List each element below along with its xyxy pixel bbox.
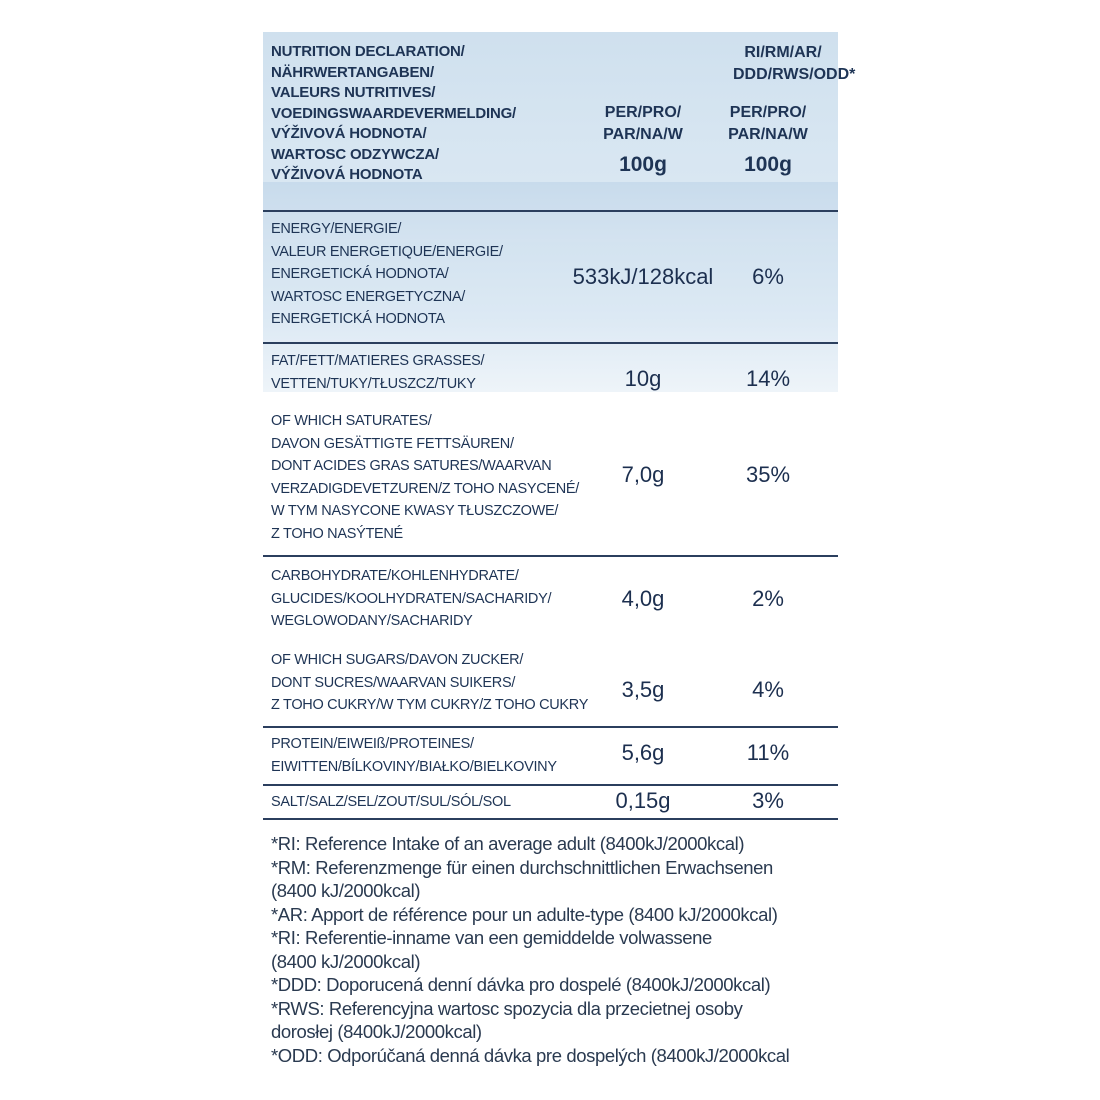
footnote-line: *RI: Reference Intake of an average adult (8400kJ/2000kcal) [271, 833, 745, 854]
nutrition-label [263, 32, 856, 1072]
divider [263, 726, 838, 728]
footnote-line: *ODD: Odporúčaná denná dávka pre dospelých (8400kJ/2000kcal [271, 1044, 790, 1066]
fat-per-100: 10g [624, 366, 662, 391]
ri-column-title [733, 42, 856, 86]
fat-label [271, 350, 484, 395]
label-line: Z TOHO NASÝTENÉ [271, 525, 403, 542]
per-line: PER/PRO/ [604, 104, 682, 121]
sugars-per-100: 3,5g [621, 677, 665, 702]
title-line: VÝŽIVOVÁ HODNOTA/ [271, 125, 427, 142]
label-line: WEGLOWODANY/SACHARIDY [271, 613, 473, 629]
label-line: Z TOHO CUKRY/W TYM CUKRY/Z TOHO CUKRY [271, 697, 589, 713]
sugars-label [271, 649, 588, 717]
salt-ri: 3% [752, 788, 784, 813]
label-line: DONT ACIDES GRAS SATURES/WAARVAN [271, 458, 552, 474]
footnote-line: *RM: Referenzmenge für einen durchschnittlichen Erwachsenen [271, 856, 773, 878]
divider [263, 818, 838, 820]
title-line: NÄHRWERTANGABEN/ [271, 63, 434, 81]
protein-ri: 11% [746, 740, 790, 765]
ri-per-line: PAR/NA/W [728, 126, 808, 143]
declaration-title [271, 42, 601, 186]
footnote-line: *RI: Referentie-inname van een gemiddelde volwassene [271, 927, 712, 948]
label-line: W TYM NASYCONE KWASY TŁUSZCZOWE/ [271, 503, 559, 519]
footnote-line: *DDD: Doporucená denní dávka pro dospelé (8400kJ/2000kcal) [271, 974, 771, 995]
label-line: ENERGY/ENERGIE/ [271, 221, 402, 237]
footnote-line: *RWS: Referencyjna wartosc spozycia dla przecietnej osoby [271, 997, 743, 1019]
divider [263, 210, 838, 212]
footnote-line: dorosłej (8400kJ/2000kcal) [271, 1021, 482, 1042]
footnotes [271, 832, 841, 1067]
label-line: PROTEIN/EIWEIß/PROTEINES/ [271, 736, 474, 752]
label-line: OF WHICH SATURATES/ [271, 413, 432, 429]
title-line: WARTOSC ODZYWCZA/ [271, 145, 439, 163]
footnote-line: (8400 kJ/2000kcal) [271, 880, 421, 901]
protein-per-100: 5,6g [621, 740, 665, 765]
footnote-line: (8400 kJ/2000kcal) [271, 950, 421, 972]
label-line: GLUCIDES/KOOLHYDRATEN/SACHARIDY/ [271, 590, 552, 607]
divider [263, 342, 838, 344]
title-line: VÝŽIVOVÁ HODNOTA [271, 166, 423, 183]
title-line: VOEDINGSWAARDEVERMELDING/ [271, 104, 517, 122]
energy-label [271, 218, 503, 331]
ri-column-header [718, 102, 818, 176]
ri-title-line: DDD/RWS/ODD* [733, 66, 856, 83]
sugars-ri: 4% [752, 677, 784, 702]
label-line: VETTEN/TUKY/TŁUSZCZ/TUKY [271, 375, 476, 392]
salt-label: SALT/SALZ/SEL/ZOUT/SUL/SÓL/SOL [271, 794, 511, 810]
divider [263, 784, 838, 786]
label-line: OF WHICH SUGARS/DAVON ZUCKER/ [271, 652, 524, 668]
label-line: FAT/FETT/MATIERES GRASSES/ [271, 353, 485, 369]
divider [263, 555, 838, 557]
saturates-ri: 35% [745, 462, 791, 487]
title-line: NUTRITION DECLARATION/ [271, 43, 465, 60]
label-line: DAVON GESÄTTIGTE FETTSÄUREN/ [271, 435, 514, 452]
label-line: EIWITTEN/BÍLKOVINY/BIAŁKO/BIELKOVINY [271, 758, 557, 775]
label-line: ENERGETICKÁ HODNOTA [271, 311, 445, 327]
carbohydrate-label [271, 565, 551, 633]
label-line: WARTOSC ENERGETYCZNA/ [271, 288, 466, 305]
saturates-per-100: 7,0g [621, 462, 665, 487]
carbohydrate-per-100: 4,0g [621, 586, 665, 611]
salt-per-100: 0,15g [615, 788, 671, 813]
saturates-label [271, 410, 579, 545]
label-line: DONT SUCRES/WAARVAN SUIKERS/ [271, 674, 516, 691]
label-line: ENERGETICKÁ HODNOTA/ [271, 266, 449, 282]
energy-per-100: 533kJ/128kcal [572, 264, 714, 289]
protein-label [271, 733, 557, 778]
carbohydrate-ri: 2% [752, 586, 784, 611]
per-100-column-header [593, 102, 693, 176]
ri-title-line: RI/RM/AR/ [744, 44, 822, 61]
ri-per-line: PER/PRO/ [729, 104, 807, 121]
label-line: VERZADIGDEVETZUREN/Z TOHO NASYCENÉ/ [271, 480, 580, 497]
per-line: PAR/NA/W [603, 126, 683, 143]
label-line: CARBOHYDRATE/KOHLENHYDRATE/ [271, 568, 519, 584]
fat-ri: 14% [745, 366, 791, 391]
energy-ri: 6% [752, 264, 784, 289]
per-amount: 100g [619, 153, 667, 176]
label-line: VALEUR ENERGETIQUE/ENERGIE/ [271, 243, 503, 260]
footnote-line: *AR: Apport de référence pour un adulte-type (8400 kJ/2000kcal) [271, 903, 778, 925]
title-line: VALEURS NUTRITIVES/ [271, 84, 436, 101]
ri-per-amount: 100g [744, 153, 792, 176]
